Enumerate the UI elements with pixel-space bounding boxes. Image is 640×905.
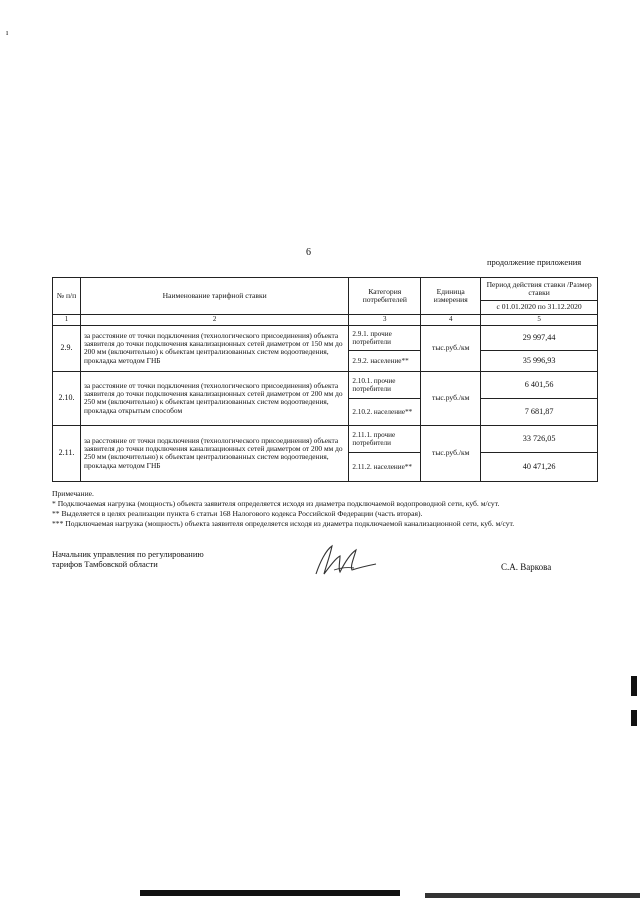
row-category: 2.9.1. прочие потребители <box>349 325 421 350</box>
note-1: * Подключаемая нагрузка (мощность) объекта заявителя определяется исходя из диаметра подключаемой водопроводной сети, куб. м/сут. <box>52 498 500 508</box>
column-number-row <box>53 315 598 326</box>
column-number: 4 <box>421 315 481 326</box>
signatory-position <box>52 550 204 570</box>
row-unit: тыс.руб./км <box>421 325 481 371</box>
header-period: Период действия ставки /Размер ставки <box>481 278 598 301</box>
scan-artifact-bar <box>425 893 640 898</box>
row-category: 2.9.2. население** <box>349 350 421 371</box>
page-number: 6 <box>306 247 311 258</box>
notes-title: Примечание. <box>52 489 94 498</box>
row-value: 7 681,87 <box>481 398 598 425</box>
header-num: № п/п <box>53 278 81 315</box>
header-name: Наименование тарифной ставки <box>80 278 348 315</box>
row-unit: тыс.руб./км <box>421 425 481 481</box>
header-period-dates: с 01.01.2020 по 31.12.2020 <box>481 301 598 315</box>
row-number: 2.11. <box>53 425 81 481</box>
signatory-position-line-2: тарифов Тамбовской области <box>52 558 158 569</box>
header-category: Категория потребителей <box>349 278 421 315</box>
row-category: 2.11.1. прочие потребители <box>349 425 421 452</box>
table-header-row <box>53 278 598 301</box>
column-number: 3 <box>349 315 421 326</box>
column-number: 2 <box>80 315 348 326</box>
row-value: 29 997,44 <box>481 325 598 350</box>
row-number: 2.10. <box>53 371 81 425</box>
scan-corner-mark: ı <box>6 28 9 37</box>
row-category: 2.10.1. прочие потребители <box>349 371 421 398</box>
handwritten-signature <box>310 540 380 580</box>
row-category: 2.11.2. население** <box>349 452 421 481</box>
row-value: 35 996,93 <box>481 350 598 371</box>
signatory-position-line-1: Начальник управления по регулированию <box>52 549 204 559</box>
row-description: за расстояние от точки подключения (технологического присоединения) объекта заявителя до точки подключения канализационных сетей диаметром от 200 мм до 250 мм (включительно) к объектам централизованных систем водоотведения, прокладка открытым способом <box>80 371 348 425</box>
row-description: за расстояние от точки подключения (технологического присоединения) объекта заявителя до точки подключения канализационных сетей диаметром от 200 мм до 250 мм (включительно) к объектам централизованных систем водоотведения, прокладка методом ГНБ <box>80 425 348 481</box>
note-2: ** Выделяется в целях реализации пункта 6 статьи 168 Налогового кодекса Российской Федерации (часть вторая). <box>52 508 423 518</box>
table-row <box>53 425 598 452</box>
row-description: за расстояние от точки подключения (технологического присоединения) объекта заявителя до точки подключения канализационных сетей диаметром от 150 мм до 200 мм (включительно) к объектам централизованных систем водоотведения, прокладка методом ГНБ <box>80 325 348 371</box>
table-row <box>53 371 598 398</box>
signatory-name: С.А. Варкова <box>501 562 552 572</box>
continuation-label: продолжение приложения <box>487 257 582 267</box>
row-value: 40 471,26 <box>481 452 598 481</box>
scan-edge-mark <box>631 710 637 726</box>
row-value: 6 401,56 <box>481 371 598 398</box>
column-number: 5 <box>481 315 598 326</box>
scan-artifact-bar <box>140 890 400 896</box>
table-row <box>53 325 598 350</box>
scan-edge-mark <box>631 676 637 696</box>
tariff-table <box>52 277 598 482</box>
column-number: 1 <box>53 315 81 326</box>
row-number: 2.9. <box>53 325 81 371</box>
notes-block <box>52 489 612 528</box>
row-unit: тыс.руб./км <box>421 371 481 425</box>
row-value: 33 726,05 <box>481 425 598 452</box>
row-category: 2.10.2. население** <box>349 398 421 425</box>
note-3: *** Подключаемая нагрузка (мощность) объекта заявителя определяется исходя из диаметра подключаемой канализационной сети, куб. м/сут. <box>52 518 515 528</box>
header-unit: Единица измерения <box>421 278 481 315</box>
